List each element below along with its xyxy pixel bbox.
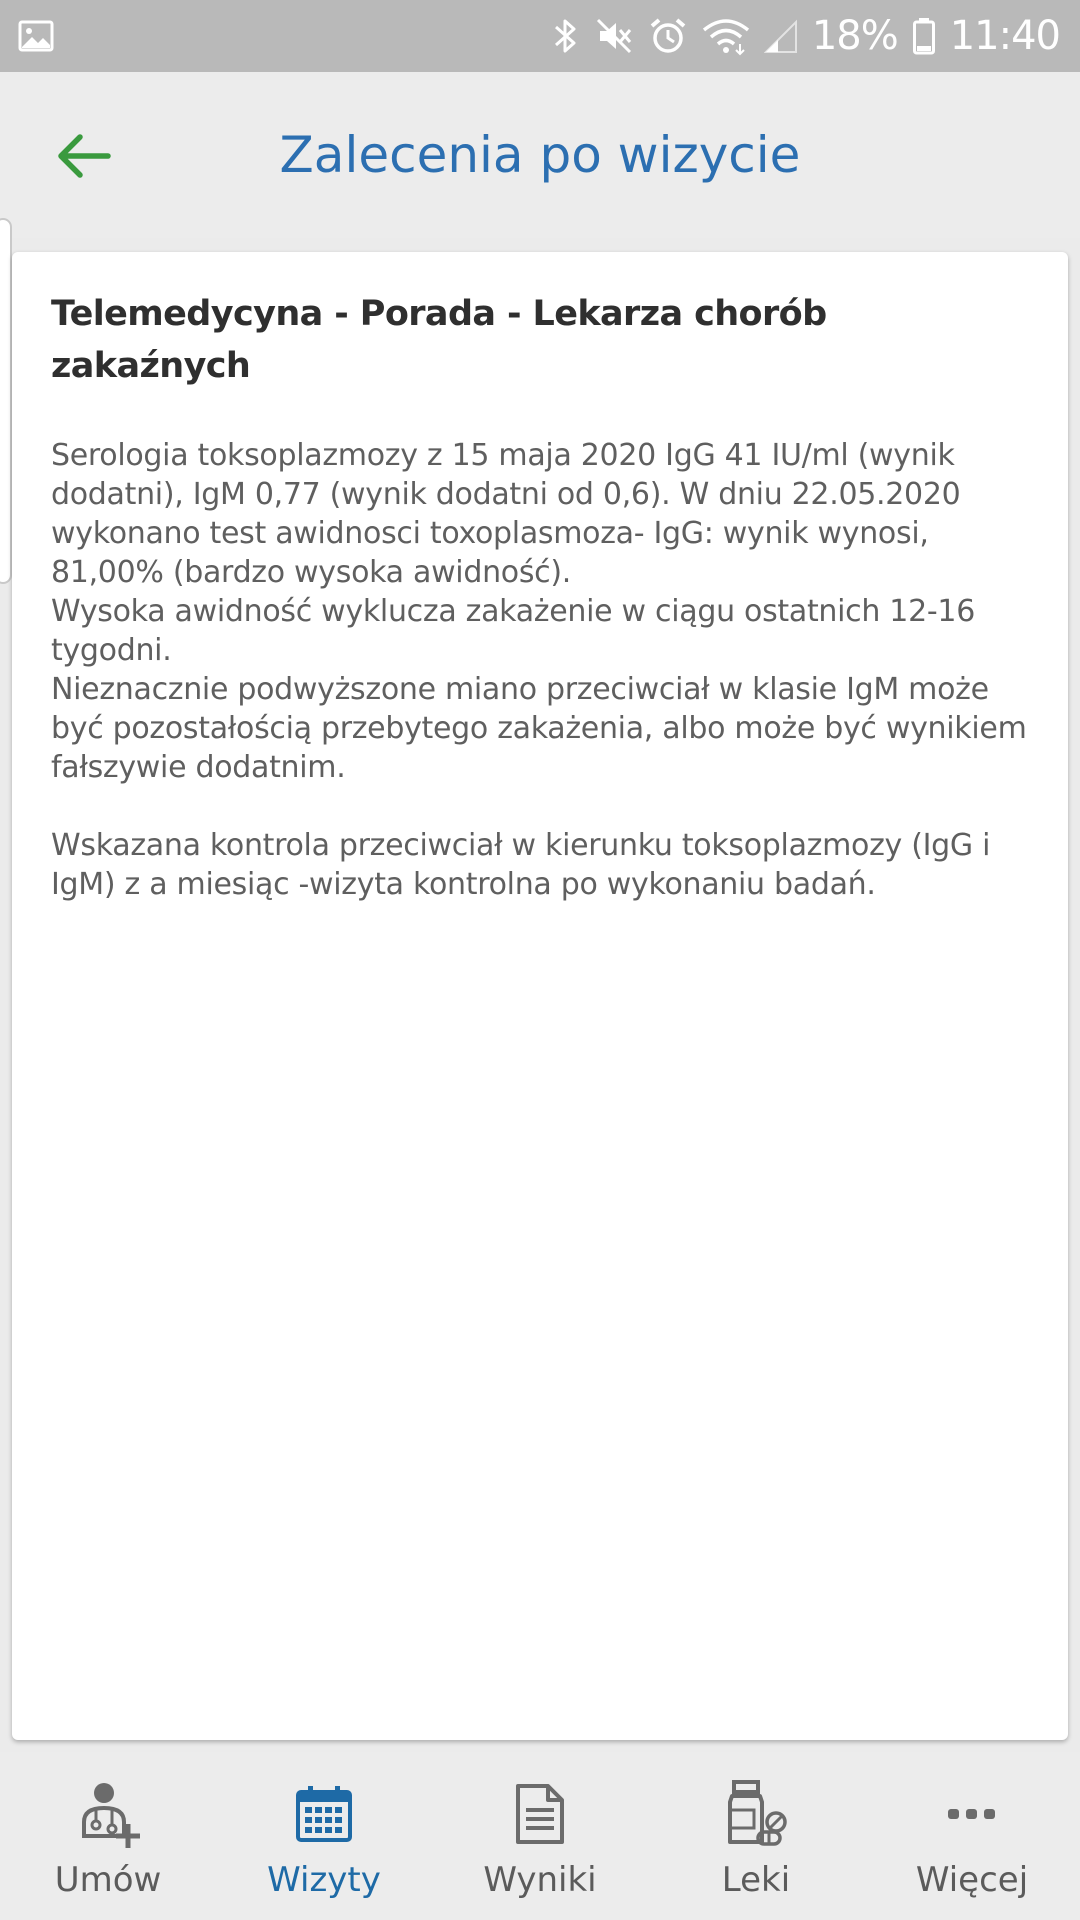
nav-label: Leki — [721, 1860, 791, 1900]
nav-item-wizyty[interactable] — [216, 1752, 432, 1920]
arrow-left-icon — [56, 132, 112, 180]
battery-icon — [912, 16, 936, 56]
medicine-icon — [720, 1778, 792, 1850]
recommendation-text: Serologia toksoplazmozy z 15 maja 2020 IgG 41 IU/ml (wynik dodatni), IgM 0,77 (wynik dodatni od 0,6). W dniu 22.05.2020 wykonano test awidnosci toxoplasmoza- IgG: wynik wynosi, 81,00% (bardzo wysoka awidność). Wysoka awidność wyklucza zakażenie w ciągu ostatnich 12-16 tygodni. Nieznacznie podwyższone miano przeciwciał w klasie IgM może być pozostałością przebytego zakażenia, albo może być wynikiem fałszywie dodatnim. Wskazana kontrola przeciwciał w kierunku toksoplazmozy (IgG i IgM) z a miesiąc -wizyta kontrolna po wykonaniu badań. — [51, 438, 1027, 902]
mute-icon — [594, 16, 634, 56]
nav-item-wiecej[interactable] — [864, 1752, 1080, 1920]
nav-label: Umów — [54, 1860, 162, 1900]
battery-percent: 18% — [811, 13, 898, 59]
page-title: Zalecenia po wizycie — [279, 126, 801, 184]
alarm-icon — [648, 16, 688, 56]
wifi-icon — [702, 16, 750, 56]
recommendation-card — [12, 252, 1068, 1740]
nav-label: Wizyty — [267, 1860, 381, 1900]
bluetooth-icon — [552, 16, 580, 56]
status-bar — [0, 0, 1080, 72]
nav-item-umow[interactable] — [0, 1752, 216, 1920]
nav-label: Więcej — [915, 1860, 1029, 1900]
bottom-navigation — [0, 1752, 1080, 1920]
edge-panel-handle[interactable] — [0, 218, 12, 584]
nav-item-wyniki[interactable] — [432, 1752, 648, 1920]
more-icon — [944, 1802, 1000, 1826]
back-button[interactable] — [44, 116, 124, 196]
calendar-icon — [292, 1782, 356, 1846]
visit-type-title: Telemedycyna - Porada - Lekarza chorób zakaźnych — [51, 294, 827, 386]
app-bar — [0, 72, 1080, 238]
signal-icon — [764, 16, 798, 56]
nav-label: Wyniki — [483, 1860, 597, 1900]
clock: 11:40 — [949, 13, 1060, 59]
nav-item-leki[interactable] — [648, 1752, 864, 1920]
doctor-add-icon — [72, 1778, 144, 1850]
document-icon — [512, 1782, 568, 1846]
gallery-icon — [18, 18, 54, 54]
